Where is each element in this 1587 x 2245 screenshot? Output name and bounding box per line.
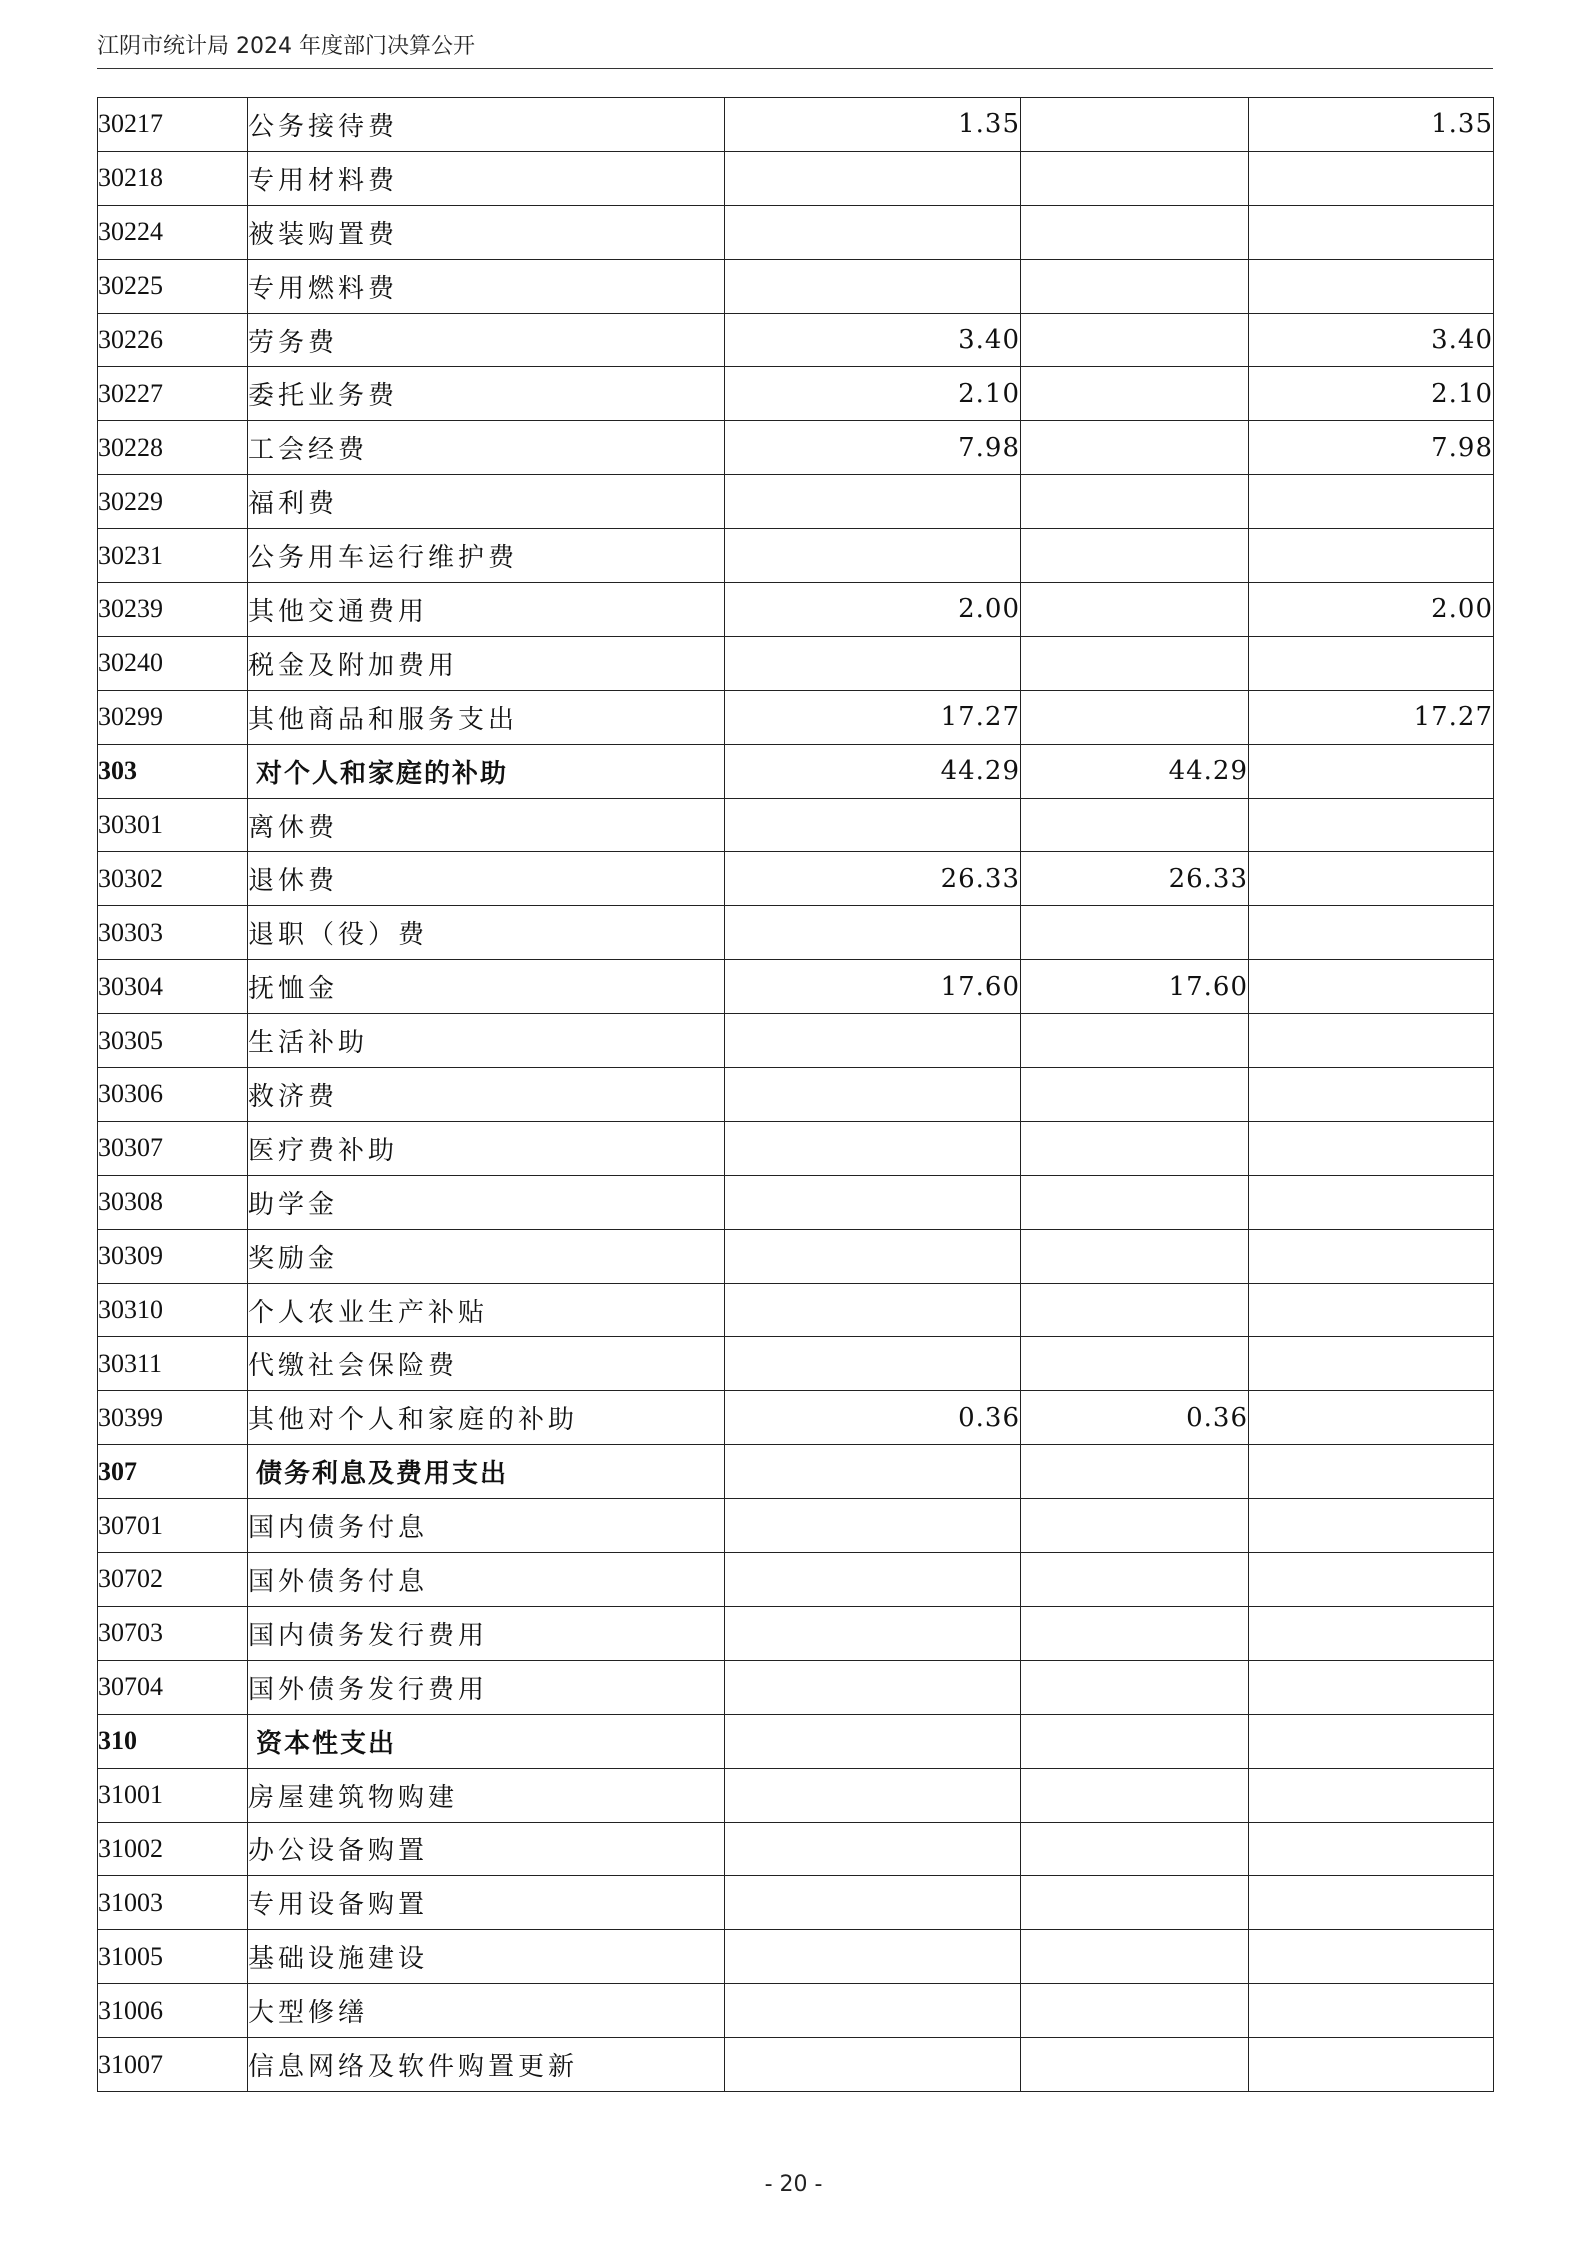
economic-code-cell: 30303 xyxy=(98,906,248,960)
total-amount-cell xyxy=(725,1984,1021,2038)
item-name-cell: 国外债务付息 xyxy=(248,1553,725,1607)
table-row xyxy=(98,583,1494,637)
item-name-cell: 国内债务付息 xyxy=(248,1499,725,1553)
item-name-cell: 公务接待费 xyxy=(248,98,725,152)
economic-code-cell: 30240 xyxy=(98,636,248,690)
economic-code-cell: 30239 xyxy=(98,583,248,637)
table-row xyxy=(98,906,1494,960)
project-expenditure-cell xyxy=(1249,1068,1494,1122)
project-expenditure-cell xyxy=(1249,1714,1494,1768)
total-amount-cell xyxy=(725,205,1021,259)
item-name-cell: 工会经费 xyxy=(248,421,725,475)
table-row xyxy=(98,98,1494,152)
economic-code-cell: 30307 xyxy=(98,1121,248,1175)
table-row xyxy=(98,2038,1494,2092)
total-amount-cell xyxy=(725,1553,1021,1607)
table-row xyxy=(98,1337,1494,1391)
economic-code-cell: 30305 xyxy=(98,1014,248,1068)
project-expenditure-cell xyxy=(1249,1876,1494,1930)
table-row xyxy=(98,690,1494,744)
economic-code-cell: 30310 xyxy=(98,1283,248,1337)
item-name-cell: 房屋建筑物购建 xyxy=(248,1768,725,1822)
basic-expenditure-cell: 0.36 xyxy=(1021,1391,1249,1445)
project-expenditure-cell: 17.27 xyxy=(1249,690,1494,744)
basic-expenditure-cell xyxy=(1021,151,1249,205)
item-name-cell: 办公设备购置 xyxy=(248,1822,725,1876)
item-name-cell: 抚恤金 xyxy=(248,960,725,1014)
total-amount-cell xyxy=(725,1014,1021,1068)
table-row xyxy=(98,960,1494,1014)
project-expenditure-cell: 3.40 xyxy=(1249,313,1494,367)
table-row xyxy=(98,1499,1494,1553)
item-name-cell: 其他交通费用 xyxy=(248,583,725,637)
table-row xyxy=(98,1175,1494,1229)
economic-code-cell: 30701 xyxy=(98,1499,248,1553)
basic-expenditure-cell xyxy=(1021,259,1249,313)
project-expenditure-cell: 2.00 xyxy=(1249,583,1494,637)
project-expenditure-cell xyxy=(1249,205,1494,259)
table-row xyxy=(98,259,1494,313)
economic-code-cell: 31007 xyxy=(98,2038,248,2092)
project-expenditure-cell xyxy=(1249,636,1494,690)
economic-code-cell: 303 xyxy=(98,744,248,798)
total-amount-cell: 2.10 xyxy=(725,367,1021,421)
economic-code-cell: 30224 xyxy=(98,205,248,259)
project-expenditure-cell: 1.35 xyxy=(1249,98,1494,152)
total-amount-cell: 7.98 xyxy=(725,421,1021,475)
basic-expenditure-cell xyxy=(1021,1229,1249,1283)
project-expenditure-cell xyxy=(1249,1499,1494,1553)
item-name-cell: 对个人和家庭的补助 xyxy=(248,744,725,798)
economic-code-cell: 30308 xyxy=(98,1175,248,1229)
item-name-cell: 退职（役）费 xyxy=(248,906,725,960)
economic-code-cell: 30702 xyxy=(98,1553,248,1607)
project-expenditure-cell xyxy=(1249,852,1494,906)
total-amount-cell xyxy=(725,1768,1021,1822)
table-row xyxy=(98,1229,1494,1283)
item-name-cell: 大型修缮 xyxy=(248,1984,725,2038)
total-amount-cell xyxy=(725,1283,1021,1337)
table-row xyxy=(98,1984,1494,2038)
project-expenditure-cell xyxy=(1249,1391,1494,1445)
total-amount-cell xyxy=(725,475,1021,529)
table-row xyxy=(98,852,1494,906)
table-row xyxy=(98,1822,1494,1876)
item-name-cell: 其他商品和服务支出 xyxy=(248,690,725,744)
economic-code-cell: 307 xyxy=(98,1445,248,1499)
basic-expenditure-cell xyxy=(1021,690,1249,744)
total-amount-cell xyxy=(725,259,1021,313)
basic-expenditure-cell xyxy=(1021,1606,1249,1660)
total-amount-cell xyxy=(725,2038,1021,2092)
economic-code-cell: 30302 xyxy=(98,852,248,906)
basic-expenditure-cell xyxy=(1021,906,1249,960)
basic-expenditure-cell xyxy=(1021,1175,1249,1229)
item-name-cell: 税金及附加费用 xyxy=(248,636,725,690)
project-expenditure-cell xyxy=(1249,1606,1494,1660)
economic-code-cell: 30227 xyxy=(98,367,248,421)
economic-code-cell: 30231 xyxy=(98,529,248,583)
basic-expenditure-cell xyxy=(1021,1014,1249,1068)
total-amount-cell xyxy=(725,529,1021,583)
table-row xyxy=(98,1660,1494,1714)
basic-expenditure-cell xyxy=(1021,475,1249,529)
project-expenditure-cell: 2.10 xyxy=(1249,367,1494,421)
basic-expenditure-cell xyxy=(1021,1068,1249,1122)
project-expenditure-cell xyxy=(1249,2038,1494,2092)
item-name-cell: 专用燃料费 xyxy=(248,259,725,313)
item-name-cell: 资本性支出 xyxy=(248,1714,725,1768)
basic-expenditure-cell xyxy=(1021,1660,1249,1714)
table-row xyxy=(98,1876,1494,1930)
table-row xyxy=(98,475,1494,529)
item-name-cell: 专用材料费 xyxy=(248,151,725,205)
table-row xyxy=(98,798,1494,852)
economic-code-cell: 30218 xyxy=(98,151,248,205)
project-expenditure-cell xyxy=(1249,151,1494,205)
basic-expenditure-cell xyxy=(1021,1337,1249,1391)
project-expenditure-cell xyxy=(1249,1337,1494,1391)
project-expenditure-cell xyxy=(1249,1229,1494,1283)
total-amount-cell xyxy=(725,151,1021,205)
table-row xyxy=(98,1553,1494,1607)
total-amount-cell xyxy=(725,636,1021,690)
table-group-row xyxy=(98,1714,1494,1768)
total-amount-cell xyxy=(725,1068,1021,1122)
item-name-cell: 退休费 xyxy=(248,852,725,906)
basic-expenditure-cell xyxy=(1021,98,1249,152)
item-name-cell: 劳务费 xyxy=(248,313,725,367)
table-row xyxy=(98,1391,1494,1445)
project-expenditure-cell xyxy=(1249,1930,1494,1984)
basic-expenditure-cell xyxy=(1021,1121,1249,1175)
basic-expenditure-cell xyxy=(1021,583,1249,637)
table-row xyxy=(98,1068,1494,1122)
item-name-cell: 代缴社会保险费 xyxy=(248,1337,725,1391)
basic-expenditure-cell xyxy=(1021,313,1249,367)
table-row xyxy=(98,205,1494,259)
project-expenditure-cell xyxy=(1249,744,1494,798)
basic-expenditure-cell xyxy=(1021,636,1249,690)
item-name-cell: 公务用车运行维护费 xyxy=(248,529,725,583)
economic-code-cell: 30226 xyxy=(98,313,248,367)
total-amount-cell xyxy=(725,1822,1021,1876)
project-expenditure-cell xyxy=(1249,798,1494,852)
page-number: - 20 - xyxy=(764,2172,823,2197)
basic-expenditure-cell xyxy=(1021,1283,1249,1337)
basic-expenditure-cell xyxy=(1021,1714,1249,1768)
basic-expenditure-cell: 26.33 xyxy=(1021,852,1249,906)
economic-code-cell: 31003 xyxy=(98,1876,248,1930)
total-amount-cell: 1.35 xyxy=(725,98,1021,152)
item-name-cell: 国内债务发行费用 xyxy=(248,1606,725,1660)
project-expenditure-cell: 7.98 xyxy=(1249,421,1494,475)
item-name-cell: 奖励金 xyxy=(248,1229,725,1283)
table-group-row xyxy=(98,1445,1494,1499)
total-amount-cell xyxy=(725,1337,1021,1391)
basic-expenditure-cell xyxy=(1021,367,1249,421)
item-name-cell: 助学金 xyxy=(248,1175,725,1229)
total-amount-cell xyxy=(725,1606,1021,1660)
total-amount-cell: 17.27 xyxy=(725,690,1021,744)
basic-expenditure-cell xyxy=(1021,1445,1249,1499)
item-name-cell: 救济费 xyxy=(248,1068,725,1122)
economic-code-cell: 30229 xyxy=(98,475,248,529)
total-amount-cell xyxy=(725,1660,1021,1714)
economic-code-cell: 310 xyxy=(98,1714,248,1768)
economic-code-cell: 31006 xyxy=(98,1984,248,2038)
project-expenditure-cell xyxy=(1249,1283,1494,1337)
project-expenditure-cell xyxy=(1249,1014,1494,1068)
table-row xyxy=(98,636,1494,690)
total-amount-cell xyxy=(725,798,1021,852)
project-expenditure-cell xyxy=(1249,1822,1494,1876)
economic-code-cell: 30704 xyxy=(98,1660,248,1714)
economic-code-cell: 30225 xyxy=(98,259,248,313)
total-amount-cell xyxy=(725,1499,1021,1553)
item-name-cell: 基础设施建设 xyxy=(248,1930,725,1984)
total-amount-cell xyxy=(725,1714,1021,1768)
economic-code-cell: 30311 xyxy=(98,1337,248,1391)
total-amount-cell xyxy=(725,1445,1021,1499)
table-row xyxy=(98,1283,1494,1337)
project-expenditure-cell xyxy=(1249,1553,1494,1607)
item-name-cell: 专用设备购置 xyxy=(248,1876,725,1930)
item-name-cell: 其他对个人和家庭的补助 xyxy=(248,1391,725,1445)
basic-expenditure-cell xyxy=(1021,205,1249,259)
economic-code-cell: 31005 xyxy=(98,1930,248,1984)
basic-expenditure-cell xyxy=(1021,798,1249,852)
page-header xyxy=(97,26,1493,69)
project-expenditure-cell xyxy=(1249,960,1494,1014)
item-name-cell: 国外债务发行费用 xyxy=(248,1660,725,1714)
basic-expenditure-cell xyxy=(1021,2038,1249,2092)
table-row xyxy=(98,151,1494,205)
table-row xyxy=(98,367,1494,421)
project-expenditure-cell xyxy=(1249,1175,1494,1229)
total-amount-cell: 44.29 xyxy=(725,744,1021,798)
economic-code-cell: 31001 xyxy=(98,1768,248,1822)
basic-expenditure-cell xyxy=(1021,421,1249,475)
project-expenditure-cell xyxy=(1249,475,1494,529)
total-amount-cell xyxy=(725,1876,1021,1930)
economic-code-cell: 30217 xyxy=(98,98,248,152)
basic-expenditure-cell: 17.60 xyxy=(1021,960,1249,1014)
table-row xyxy=(98,1768,1494,1822)
total-amount-cell: 3.40 xyxy=(725,313,1021,367)
table-row xyxy=(98,1606,1494,1660)
total-amount-cell: 17.60 xyxy=(725,960,1021,1014)
item-name-cell: 债务利息及费用支出 xyxy=(248,1445,725,1499)
table-row xyxy=(98,1121,1494,1175)
basic-expenditure-cell xyxy=(1021,1553,1249,1607)
total-amount-cell xyxy=(725,1175,1021,1229)
total-amount-cell: 0.36 xyxy=(725,1391,1021,1445)
total-amount-cell xyxy=(725,1229,1021,1283)
economic-code-cell: 30309 xyxy=(98,1229,248,1283)
total-amount-cell xyxy=(725,1930,1021,1984)
item-name-cell: 离休费 xyxy=(248,798,725,852)
item-name-cell: 福利费 xyxy=(248,475,725,529)
table-row xyxy=(98,1014,1494,1068)
economic-code-cell: 30301 xyxy=(98,798,248,852)
project-expenditure-cell xyxy=(1249,1984,1494,2038)
basic-expenditure-cell xyxy=(1021,1499,1249,1553)
project-expenditure-cell xyxy=(1249,1660,1494,1714)
economic-code-cell: 30306 xyxy=(98,1068,248,1122)
item-name-cell: 信息网络及软件购置更新 xyxy=(248,2038,725,2092)
table-row xyxy=(98,1930,1494,1984)
item-name-cell: 委托业务费 xyxy=(248,367,725,421)
total-amount-cell xyxy=(725,1121,1021,1175)
item-name-cell: 个人农业生产补贴 xyxy=(248,1283,725,1337)
economic-code-cell: 30399 xyxy=(98,1391,248,1445)
basic-expenditure-cell xyxy=(1021,1822,1249,1876)
table-row xyxy=(98,529,1494,583)
table-group-row xyxy=(98,744,1494,798)
project-expenditure-cell xyxy=(1249,529,1494,583)
project-expenditure-cell xyxy=(1249,1445,1494,1499)
basic-expenditure-cell xyxy=(1021,1768,1249,1822)
basic-expenditure-cell xyxy=(1021,1930,1249,1984)
table-row xyxy=(98,313,1494,367)
project-expenditure-cell xyxy=(1249,1121,1494,1175)
document-title: 江阴市统计局 2024 年度部门决算公开 xyxy=(97,34,475,59)
economic-code-cell: 30304 xyxy=(98,960,248,1014)
basic-expenditure-cell xyxy=(1021,529,1249,583)
basic-expenditure-cell: 44.29 xyxy=(1021,744,1249,798)
expenditure-table xyxy=(97,97,1494,2092)
item-name-cell: 生活补助 xyxy=(248,1014,725,1068)
project-expenditure-cell xyxy=(1249,1768,1494,1822)
project-expenditure-cell xyxy=(1249,906,1494,960)
basic-expenditure-cell xyxy=(1021,1876,1249,1930)
economic-code-cell: 30299 xyxy=(98,690,248,744)
total-amount-cell xyxy=(725,906,1021,960)
item-name-cell: 被装购置费 xyxy=(248,205,725,259)
economic-code-cell: 30703 xyxy=(98,1606,248,1660)
table-row xyxy=(98,421,1494,475)
economic-code-cell: 30228 xyxy=(98,421,248,475)
total-amount-cell: 26.33 xyxy=(725,852,1021,906)
economic-code-cell: 31002 xyxy=(98,1822,248,1876)
item-name-cell: 医疗费补助 xyxy=(248,1121,725,1175)
basic-expenditure-cell xyxy=(1021,1984,1249,2038)
table-body xyxy=(98,98,1494,2092)
project-expenditure-cell xyxy=(1249,259,1494,313)
total-amount-cell: 2.00 xyxy=(725,583,1021,637)
